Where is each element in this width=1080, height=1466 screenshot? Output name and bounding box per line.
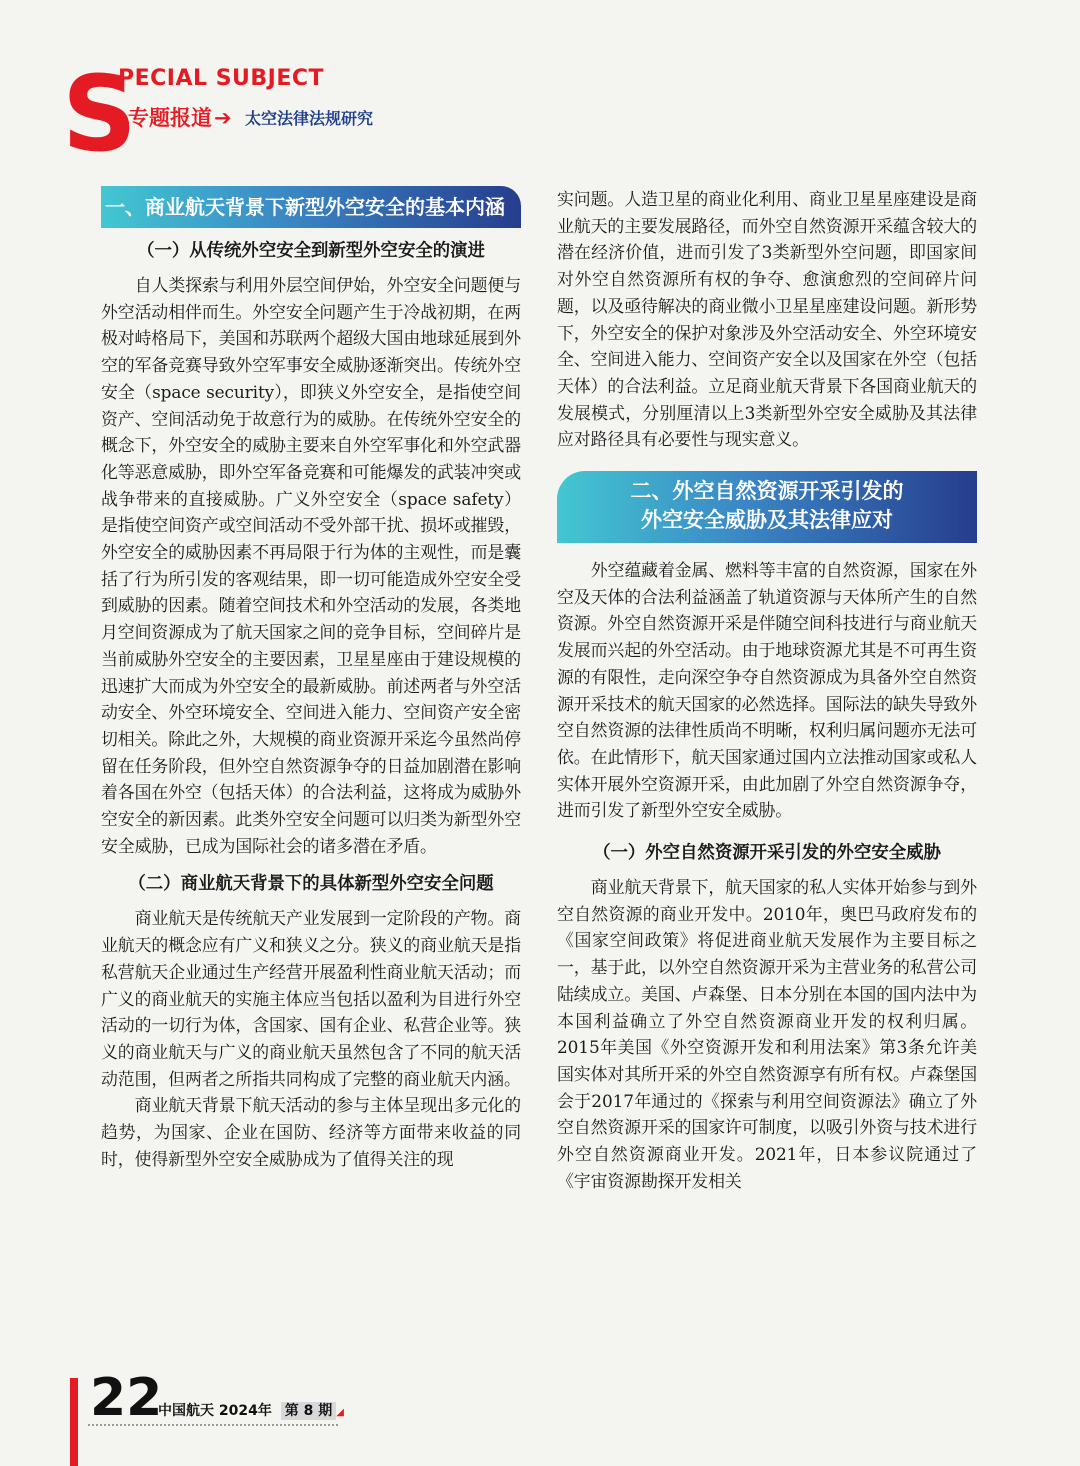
paragraph-5: 商业航天背景下，航天国家的私人实体开始参与到外空自然资源的商业开发中。2010年，奥巴马政府发布的《国家空间政策》将促进商业航天发展作为主要目标之一，基于此，以外空自然资源开采为主营业务的私营公司陆续成立。美国、卢森堡、日本分别在本国的国内法中为本国利益确立了外空自然资源商业开发的权利归属。2015年美国《外空资源开发和利用法案》第3条允许美国实体对其所开采的外空自然资源享有所有权。卢森堡国会于2017年通过的《探索与利用空间资源法》确立了外空自然资源开采的国家许可制度，以吸引外资与技术进行外空自然资源商业开发。2021年，日本参议院通过了《宇宙资源勘探开发相关 (557, 877, 977, 1191)
footer-info (158, 1400, 344, 1420)
subsection-3-title: （一）外空自然资源开采引发的外空安全威胁 (593, 843, 941, 864)
page-number: 22 (90, 1368, 163, 1428)
special-subject-title: PECIAL SUBJECT (118, 66, 325, 91)
paragraph-continued: 实问题。人造卫星的商业化利用、商业卫星星座建设是商业航天的主要发展路径，而外空自然资源开采蕴含较大的潜在经济价值，进而引发了3类新型外空问题，即国家间对外空自然资源所有权的争夺、愈演愈烈的空间碎片问题，以及亟待解决的商业微小卫星星座建设问题。新形势下，外空安全的保护对象涉及外空活动安全、外空环境安全、空间进入能力、空间资产安全以及国家在外空（包括天体）的合法利益。立足商业航天背景下各国商业航天的发展模式，分别厘清以上3类新型外空安全威胁及其法律应对路径具有必要性与现实意义。 (557, 189, 977, 450)
section-2-banner (557, 471, 977, 543)
left-column (101, 186, 521, 1173)
section-subtitle: 太空法律法规研究 (245, 109, 374, 128)
section-1-banner: 一、商业航天背景下新型外空安全的基本内涵 (101, 186, 521, 228)
paragraph-1: 自人类探索与利用外层空间伊始，外空安全问题便与外空活动相伴而生。外空安全问题产生于冷战初期，在两极对峙格局下，美国和苏联两个超级大国由地球延展到外空的军备竞赛导致外空军事安全威胁逐渐突出。传统外空安全（space security），即狭义外空安全，是指使空间资产、空间活动免于故意行为的威胁。在传统外空安全的概念下，外空安全的威胁主要来自外空军事化和外空武器化等恶意威胁，即外空军备竞赛和可能爆发的武装冲突或战争带来的直接威胁。广义外空安全（space safety）是指使空间资产或空间活动不受外部干扰、损坏或摧毁，外空安全的威胁因素不再局限于行为体的主观性，而是囊括了行为所引发的客观结果，即一切可能造成外空安全受到威胁的因素。随着空间技术和外空活动的发展，各类地月空间资源成为了航天国家之间的竞争目标，空间碎片是当前威胁外空安全的主要因素，卫星星座由于建设规模的迅速扩大而成为外空安全的最新威胁。前述两者与外空活动安全、外空环境安全、空间进入能力、空间资产安全密切相关。除此之外，大规模的商业资源开采迄今虽然尚停留在任务阶段，但外空自然资源争夺的日益加剧潜在影响着各国在外空（包括天体）的合法利益，这将成为威胁外空安全的新因素。此类外空安全问题可以归类为新型外空安全威胁，已成为国际社会的诸多潜在矛盾。 (101, 275, 521, 856)
subsection-1-title: （一）从传统外空安全到新型外空安全的演进 (137, 241, 485, 261)
paragraph-4: 外空蕴藏着金属、燃料等丰富的自然资源，国家在外空及天体的合法利益涵盖了轨道资源与天体所产生的自然资源。外空自然资源开采是伴随空间科技进行与商业航天发展而兴起的外空活动。由于地球资源尤其是不可再生资源的有限性，走向深空争夺自然资源成为具备外空自然资源开采技术的航天国家的必然选择。国际法的缺失导致外空自然资源的法律性质尚不明晰，权利归属问题亦无法可依。在此情形下，航天国家通过国内立法推动国家或私人实体开展外空资源开采，由此加剧了外空自然资源争夺，进而引发了新型外空安全威胁。 (557, 560, 977, 821)
section-label (128, 102, 234, 132)
paragraph-3: 商业航天背景下航天活动的参与主体呈现出多元化的趋势，为国家、企业在国防、经济等方面带来收益的同时，使得新型外空安全威胁成为了值得关注的现 (101, 1095, 521, 1169)
footer-divider (88, 1424, 338, 1426)
paragraph-2: 商业航天是传统航天产业发展到一定阶段的产物。商业航天的概念应有广义和狭义之分。狭义的商业航天是指私营航天企业通过生产经营开展盈利性商业航天活动；而广义的商业航天的实施主体应当包括以盈利为目进行外空活动的一切行为体，含国家、国有企业、私营企业等。狭义的商业航天与广义的商业航天虽然包含了不同的航天活动范围，但两者之所指共同构成了完整的商业航天内涵。 (101, 908, 521, 1089)
issue-year: 2024年 (218, 1403, 272, 1419)
issue-number: 第 8 期 (281, 1402, 337, 1420)
special-subject-logo-s: S (62, 53, 137, 175)
section-label-text: 专题报道 (128, 106, 212, 130)
right-column (557, 186, 977, 1195)
footer-red-bar (70, 1378, 78, 1466)
section-2-title-line-2: 外空安全威胁及其法律应对 (641, 508, 893, 533)
arrow-right-icon: ➔ (214, 106, 232, 130)
subsection-2-title: （二）商业航天背景下的具体新型外空安全问题 (128, 874, 494, 895)
magazine-name: 中国航天 (158, 1403, 214, 1419)
section-2-title-line-1: 二、外空自然资源开采引发的 (630, 479, 904, 504)
triangle-icon: ◢ (336, 1407, 344, 1418)
